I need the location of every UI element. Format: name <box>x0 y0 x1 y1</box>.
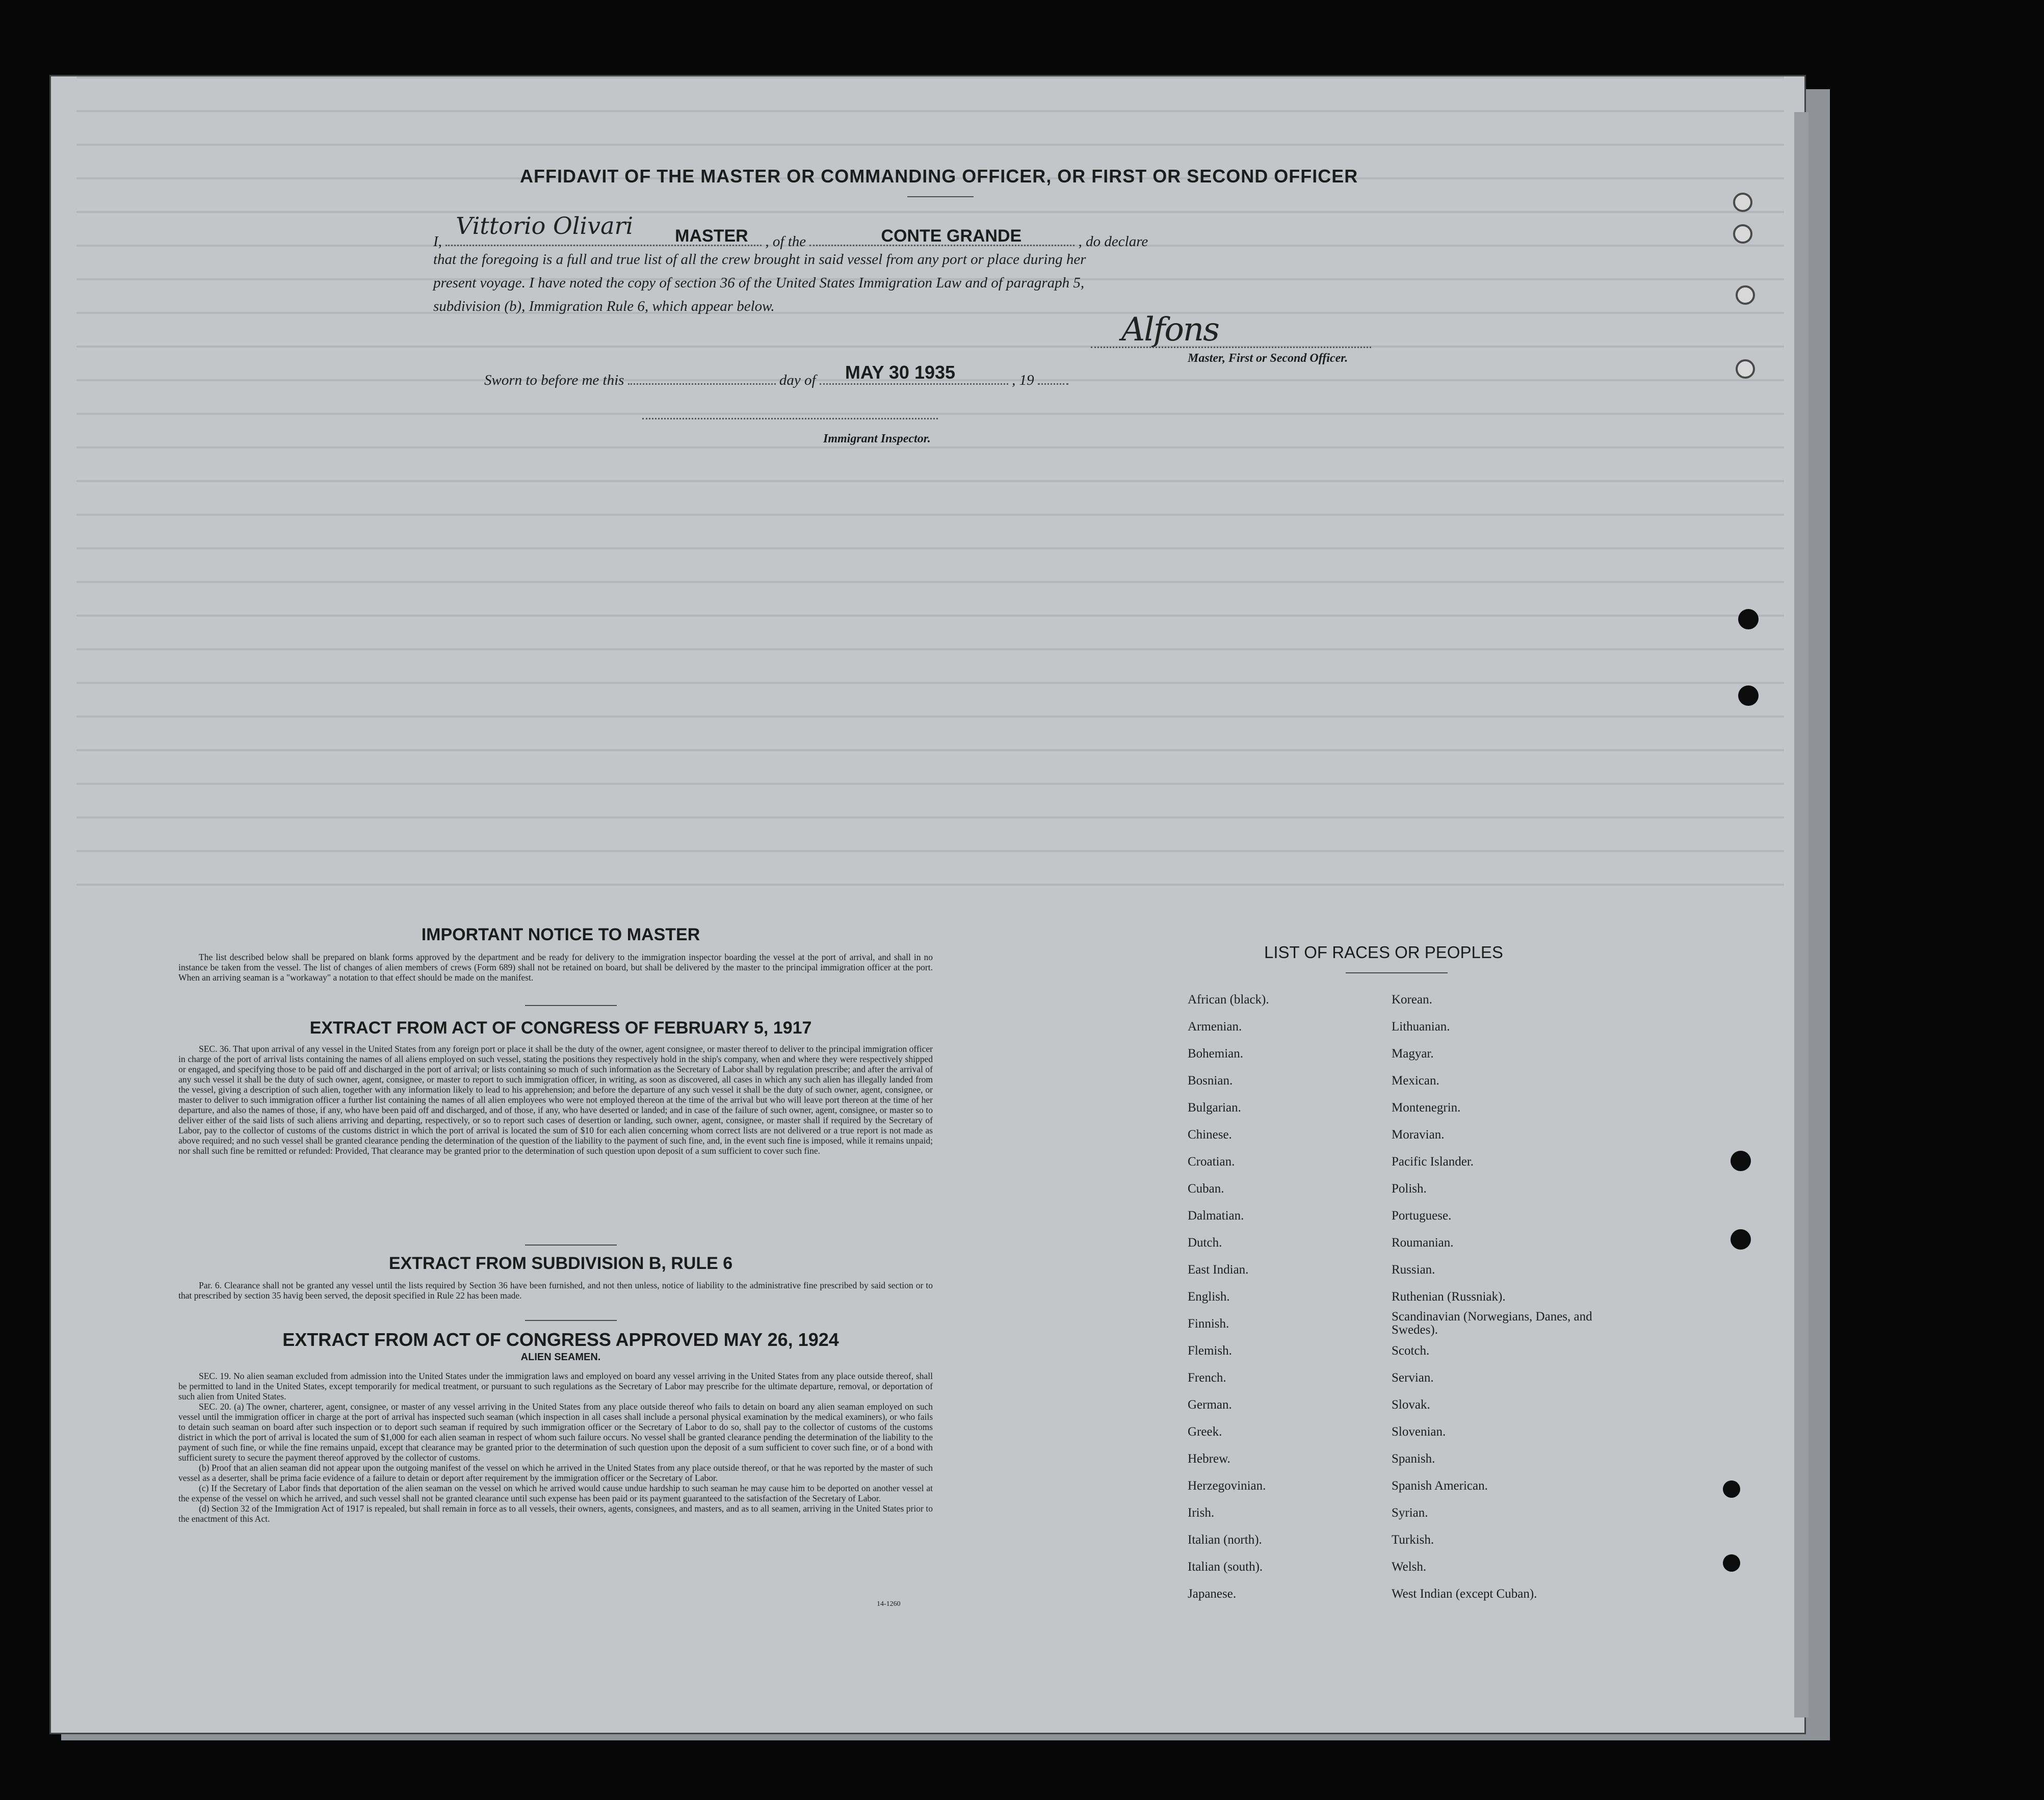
race-item: Italian (south). <box>1188 1560 1263 1574</box>
race-item: Scotch. <box>1392 1344 1430 1358</box>
race-item: Spanish American. <box>1392 1479 1488 1493</box>
race-item: Welsh. <box>1392 1560 1427 1574</box>
race-item: Slovenian. <box>1392 1425 1446 1439</box>
notice-text: The list described below shall be prepared on blank forms approved by the department and be ready for delivery to the immigration inspector boarding the vessel at the port of arrival, and shall in no instance be taken from the vessel. The list of changes of alien members of crews (Form 689) shall not be retained on board, but shall be delivered by the master to the principal immigration officer at the port. When an arriving seaman is a "workaway" a notation to that effect should be made on the manifest. <box>178 952 933 983</box>
races-divider <box>1346 972 1448 973</box>
race-item: Bulgarian. <box>1188 1101 1241 1115</box>
race-item: Lithuanian. <box>1392 1020 1450 1034</box>
race-item: Spanish. <box>1392 1452 1435 1466</box>
race-item: Russian. <box>1392 1263 1435 1277</box>
race-item: Mexican. <box>1392 1074 1439 1088</box>
position: MASTER <box>675 226 748 246</box>
ring-hole-icon <box>1736 359 1755 379</box>
race-item: Italian (north). <box>1188 1533 1262 1547</box>
signature-line <box>1091 347 1371 348</box>
race-item: West Indian (except Cuban). <box>1392 1587 1537 1601</box>
race-item: Hebrew. <box>1188 1452 1230 1466</box>
race-item: Korean. <box>1392 993 1432 1007</box>
affidavit-line-4: subdivision (b), Immigration Rule 6, which appear below. <box>433 298 775 314</box>
sec-20c-text: (c) If the Secretary of Labor finds that deportation of the alien seaman on the vessel on which he arrived would cause undue hardship to such seaman he may cause him to be deported on another vessel at the expense of the vessel on which he arrived, and such vessel shall not be granted clearance until such expense has been paid or its payment guaranteed to the satisfaction of the Secretary of Labor. <box>178 1483 933 1503</box>
race-item: Armenian. <box>1188 1020 1242 1034</box>
race-item: German. <box>1188 1398 1232 1412</box>
race-item: Flemish. <box>1188 1344 1232 1358</box>
race-item: Montenegrin. <box>1392 1101 1461 1115</box>
race-item: Herzegovinian. <box>1188 1479 1266 1493</box>
sec-19-text: SEC. 19. No alien seaman excluded from admission into the United States under the immigration laws and employed on board any vessel arriving in the United States from any place outside thereof, shall be permitted to land in the United States, except temporarily for medical treatment, or pursuant to such regulations as the Secretary of Labor may prescribe for the ultimate departure, removal, or deportation of such alien from United States. <box>178 1371 933 1401</box>
race-item: East Indian. <box>1188 1263 1249 1277</box>
master-name-field <box>446 212 762 246</box>
rule6-text: Par. 6. Clearance shall not be granted any vessel until the lists required by Section 36 have been furnished, and not then unless, notice of liability to the administrative fine prescribed by said section or to that prescribed by section 35 havig been served, the deposit specified in Rule 22 has been made. <box>178 1280 933 1301</box>
rule6-title: EXTRACT FROM SUBDIVISION B, RULE 6 <box>388 1254 733 1273</box>
sec-20d-text: (d) Section 32 of the Immigration Act of 1917 is repealed, but shall remain in force as to all vessels, their owners, agents, consignees, and masters, and as to all seamen, arriving in the United States prior to the enactment of this Act. <box>178 1503 933 1524</box>
race-item: Magyar. <box>1392 1047 1434 1061</box>
affidavit-title: AFFIDAVIT OF THE MASTER OR COMMANDING OFFICER, OR FIRST OR SECOND OFFICER <box>520 166 1358 187</box>
race-item: Finnish. <box>1188 1317 1229 1331</box>
race-item: Moravian. <box>1392 1128 1445 1142</box>
extract-1924-body <box>178 1371 933 1524</box>
race-item: Ruthenian (Russniak). <box>1392 1290 1506 1304</box>
race-item: Dalmatian. <box>1188 1209 1244 1223</box>
extract-1917-text: SEC. 36. That upon arrival of any vessel in the United States from any foreign port or place it shall be the duty of the owner, agent consignee, or master thereof to deliver to the principal immigration officer in charge of the port of arrival lists containing the names of all aliens employed on such vessel, stating the positions they respectively hold in the ship's company, when and where they were respectively shipped or engaged, and specifying those to be paid off and discharged in the port of arrival; or lists containing so much of such information as the Secretary of Labor shall by regulation prescribe; and after the arrival of any such vessel it shall be the duty of such owner, agent, consignee, or master to report to such immigration officer, in writing, as soon as discovered, all cases in which any such alien has illegally landed from the vessel, giving a description of such alien, together with any information likely to lead to his apprehension; and before the departure of any such vessel it shall be the duty of such owner, agent, consignee, or master to deliver to such immigration officer a further list containing the names of all alien employees who were not employed thereon at the time of the arrival but who will leave port thereon at the time of her departure, and also the names of those, if any, who have been paid off and discharged, and of those, if any, who have deserted or landed; and in case of the failure of such owner, agent, consignee, or master so to deliver either of the said lists of such aliens arriving and departing, respectively, or so to report such cases of desertion or landing, such owner, agent, consignee, or master shall if required by the Secretary of Labor, pay to the collector of customs of the customs district in which the port of arrival is located the sum of $10 for each alien concerning whom correct lists are not delivered or a true report is not made as above required; and no such vessel shall be granted clearance pending the determination of the question of the liability to the payment of such fine, and, in the event such fine is imposed, while it remains unpaid; nor shall such fine be remitted or refunded: Provided, That clearance may be granted prior to the determination of such question upon deposit of a sum sufficient to cover such fine. <box>178 1044 933 1156</box>
master-signature: Alfons <box>1121 311 1219 349</box>
race-item: Bosnian. <box>1188 1074 1233 1088</box>
race-item: Servian. <box>1392 1371 1434 1385</box>
ring-hole-icon <box>1736 285 1755 305</box>
sec-20b-text: (b) Proof that an alien seaman did not appear upon the outgoing manifest of the vessel on which he arrived in the United States from any place outside thereof, or that he was reported by the master of such vessel as a deserter, shall be prima facie evidence of a failure to detain or deport after requirement by the immigration officer or the Secretary of Labor. <box>178 1463 933 1483</box>
race-item: Bohemian. <box>1188 1047 1244 1061</box>
ring-hole-icon <box>1733 193 1752 212</box>
race-item: Scandinavian (Norwegians, Danes, and Swedes). <box>1392 1310 1592 1337</box>
punch-hole-icon <box>1731 1151 1751 1171</box>
ring-hole-icon <box>1733 224 1752 244</box>
sec-20a-text: SEC. 20. (a) The owner, charterer, agent, consignee, or master of any vessel arriving in the United States from any place outside thereof who fails to detain on board any alien seaman employed on such vessel until the immigration officer in charge at the port of arrival has inspected such seaman (which inspection in all cases shall include a personal physical examination by the medical examiners), or who fails to detain such seaman on board after such inspection or to deport such seaman if required by such immigration officer or the Secretary of Labor to do so, shall pay to the collector of customs of the customs district in which the port of arrival is located the sum of $1,000 for each alien seaman in respect of whom such failure occurs. No vessel shall be granted clearance pending the determination of the liability to the payment of such fine, or while the fine remains unpaid, except that clearance may be granted prior to the determination of such question upon the deposit of a sum sufficient to cover such fine, or of a bond with sufficient surety to secure the payment thereof approved by the collector of customs. <box>178 1401 933 1463</box>
form-number: 14-1260 <box>877 1600 901 1608</box>
inspector-caption: Immigrant Inspector. <box>823 432 931 445</box>
race-item: African (black). <box>1188 993 1269 1007</box>
divider <box>525 1005 617 1006</box>
punch-hole-icon <box>1738 685 1759 706</box>
year-field <box>1038 383 1068 385</box>
inspector-line <box>642 418 938 419</box>
punch-hole-icon <box>1723 1480 1740 1498</box>
affidavit-i: I, <box>433 233 442 250</box>
race-item: Dutch. <box>1188 1236 1222 1250</box>
race-item: Croatian. <box>1188 1155 1235 1169</box>
race-item: Japanese. <box>1188 1587 1237 1601</box>
race-item: English. <box>1188 1290 1230 1304</box>
punch-hole-icon <box>1723 1554 1740 1572</box>
punch-hole-icon <box>1731 1229 1751 1250</box>
divider <box>525 1245 617 1246</box>
races-column-2 <box>1392 986 1595 1607</box>
race-item: Syrian. <box>1392 1506 1428 1520</box>
title-divider <box>907 196 974 197</box>
page-edge <box>1794 112 1809 1717</box>
vessel-name: CONTE GRANDE <box>881 226 1022 246</box>
year-prefix: , 19 <box>1012 372 1034 388</box>
sworn-day-field <box>628 383 776 385</box>
race-item: Portuguese. <box>1392 1209 1452 1223</box>
sworn-date-field <box>820 363 1008 385</box>
race-item: Roumanian. <box>1392 1236 1454 1250</box>
master-name: Vittorio Olivari <box>456 212 634 240</box>
race-item: Pacific Islander. <box>1392 1155 1474 1169</box>
bleed-through-lines <box>76 76 1784 917</box>
sworn-line <box>484 363 1198 392</box>
race-item: Cuban. <box>1188 1182 1224 1196</box>
extract-1924-title: EXTRACT FROM ACT OF CONGRESS APPROVED MAY 26, 1924 <box>282 1329 839 1350</box>
sworn-date: MAY 30 1935 <box>845 362 956 383</box>
race-item: French. <box>1188 1371 1226 1385</box>
vessel-field <box>809 224 1075 246</box>
do-declare-label: , do declare <box>1078 233 1148 250</box>
race-item: Turkish. <box>1392 1533 1434 1547</box>
race-item: Polish. <box>1392 1182 1427 1196</box>
races-title: LIST OF RACES OR PEOPLES <box>1264 943 1503 962</box>
divider <box>525 1320 617 1321</box>
signature-caption: Master, First or Second Officer. <box>1188 352 1348 365</box>
extract-1917-title: EXTRACT FROM ACT OF CONGRESS OF FEBRUARY 5, 1917 <box>309 1018 812 1038</box>
extract-1924-subtitle: ALIEN SEAMEN. <box>520 1352 601 1363</box>
of-the-label: , of the <box>765 233 806 250</box>
day-of-label: day of <box>779 372 816 388</box>
affidavit-line-2: that the foregoing is a full and true list of all the crew brought in said vessel from any port or place during her <box>433 251 1086 268</box>
sworn-prefix: Sworn to before me this <box>484 372 624 388</box>
race-item: Slovak. <box>1392 1398 1430 1412</box>
races-column-1 <box>1188 986 1381 1607</box>
affidavit-line-3: present voyage. I have noted the copy of section 36 of the United States Immigration Law and of paragraph 5, <box>433 275 1085 291</box>
notice-title: IMPORTANT NOTICE TO MASTER <box>421 925 700 944</box>
punch-hole-icon <box>1738 609 1759 629</box>
race-item: Greek. <box>1188 1425 1222 1439</box>
race-item: Irish. <box>1188 1506 1215 1520</box>
race-item: Chinese. <box>1188 1128 1232 1142</box>
